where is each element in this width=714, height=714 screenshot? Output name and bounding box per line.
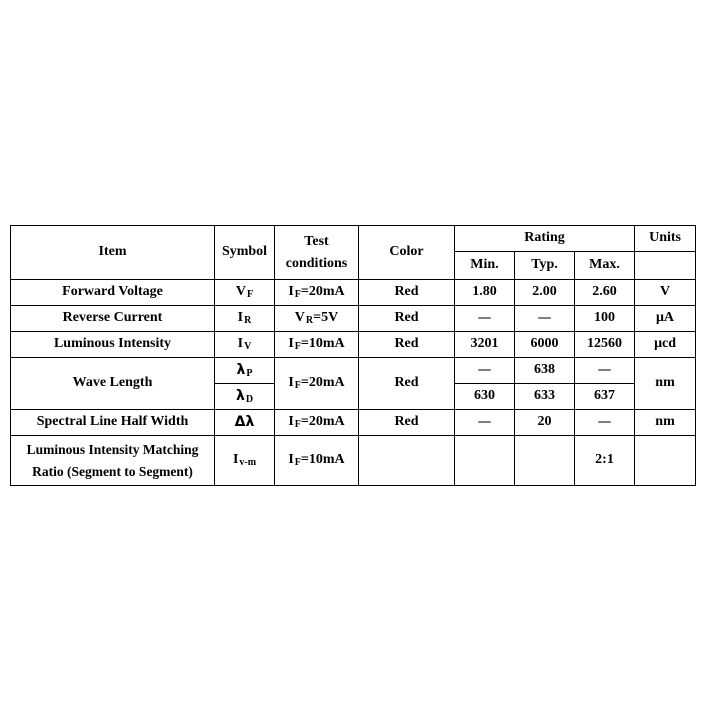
header-symbol: Symbol bbox=[215, 226, 275, 280]
row-symbol: $V_F$ bbox=[215, 280, 275, 306]
row-symbol-peak: $\lambda_P$ bbox=[215, 358, 275, 384]
row-typ-dominant: 633 bbox=[515, 384, 575, 410]
row-units: μcd bbox=[635, 332, 696, 358]
row-color: Red bbox=[359, 332, 455, 358]
row-min: 1.80 bbox=[455, 280, 515, 306]
row-min: 3201 bbox=[455, 332, 515, 358]
row-max: 100 bbox=[575, 306, 635, 332]
row-condition: $I_F=20mA$ bbox=[275, 358, 359, 410]
row-condition: $I_F=10mA$ bbox=[275, 332, 359, 358]
header-typ: Typ. bbox=[515, 252, 575, 280]
header-item: Item bbox=[11, 226, 215, 280]
header-test-conditions-line2: conditions bbox=[285, 255, 348, 271]
row-item: Spectral Line Half Width bbox=[11, 410, 215, 436]
row-item: Wave Length bbox=[11, 358, 215, 410]
row-max: 2.60 bbox=[575, 280, 635, 306]
row-units: μA bbox=[635, 306, 696, 332]
header-max: Max. bbox=[575, 252, 635, 280]
row-color: Red bbox=[359, 306, 455, 332]
row-condition: $V_R=5V$ bbox=[275, 306, 359, 332]
header-test-conditions bbox=[275, 226, 359, 280]
table-row bbox=[11, 358, 696, 384]
header-min: Min. bbox=[455, 252, 515, 280]
row-symbol: $I_V$ bbox=[215, 332, 275, 358]
row-min bbox=[455, 436, 515, 486]
row-item: Luminous Intensity bbox=[11, 332, 215, 358]
row-typ: 2.00 bbox=[515, 280, 575, 306]
row-max: — bbox=[575, 410, 635, 436]
row-min: — bbox=[455, 410, 515, 436]
table-row bbox=[11, 410, 696, 436]
row-symbol: $I_R$ bbox=[215, 306, 275, 332]
row-typ: — bbox=[515, 306, 575, 332]
row-max-dominant: 637 bbox=[575, 384, 635, 410]
row-min-peak: — bbox=[455, 358, 515, 384]
electro-optical-characteristics-table bbox=[10, 225, 696, 486]
header-units: Units bbox=[635, 226, 696, 252]
header-test-conditions-line1: Test bbox=[304, 233, 329, 249]
row-max: 12560 bbox=[575, 332, 635, 358]
row-item: Reverse Current bbox=[11, 306, 215, 332]
row-units: nm bbox=[635, 410, 696, 436]
row-color bbox=[359, 436, 455, 486]
header-color: Color bbox=[359, 226, 455, 280]
header-rating: Rating bbox=[455, 226, 635, 252]
header-row-1 bbox=[11, 226, 696, 252]
row-item: Forward Voltage bbox=[11, 280, 215, 306]
row-max-peak: — bbox=[575, 358, 635, 384]
row-typ-peak: 638 bbox=[515, 358, 575, 384]
row-min: — bbox=[455, 306, 515, 332]
table-row bbox=[11, 436, 696, 486]
row-typ: 20 bbox=[515, 410, 575, 436]
row-symbol: $I_{v-m}$ bbox=[215, 436, 275, 486]
table-row bbox=[11, 280, 696, 306]
row-color: Red bbox=[359, 410, 455, 436]
row-units bbox=[635, 436, 696, 486]
row-item: Luminous Intensity Matching Ratio (Segment to Segment) bbox=[11, 436, 215, 486]
row-color: Red bbox=[359, 280, 455, 306]
table-row bbox=[11, 306, 696, 332]
row-condition: $I_F=10mA$ bbox=[275, 436, 359, 486]
table-row bbox=[11, 332, 696, 358]
row-units: nm bbox=[635, 358, 696, 410]
row-min-dominant: 630 bbox=[455, 384, 515, 410]
row-max: 2:1 bbox=[575, 436, 635, 486]
row-symbol: Δλ bbox=[215, 410, 275, 436]
row-color: Red bbox=[359, 358, 455, 410]
row-typ: 6000 bbox=[515, 332, 575, 358]
row-condition: $I_F=20mA$ bbox=[275, 280, 359, 306]
row-units: V bbox=[635, 280, 696, 306]
header-units-blank bbox=[635, 252, 696, 280]
row-symbol-dominant: $\lambda_D$ bbox=[215, 384, 275, 410]
row-condition: $I_F=20mA$ bbox=[275, 410, 359, 436]
row-typ bbox=[515, 436, 575, 486]
